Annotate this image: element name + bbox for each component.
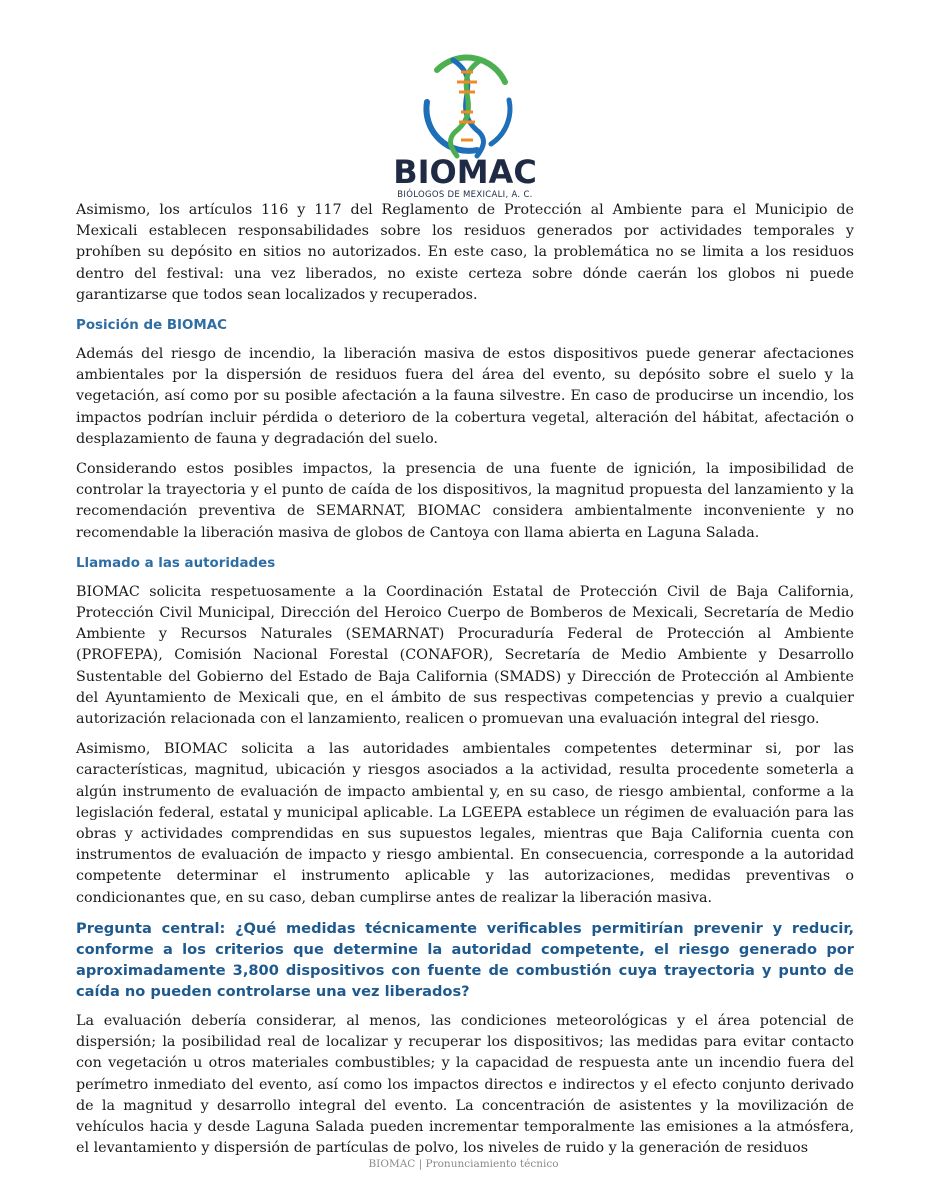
logo-subtitle: BIÓLOGOS DE MEXICALI, A. C.	[397, 190, 533, 200]
paragraph-solicitud-autoridades: BIOMAC solicita respetuosamente a la Coordinación Estatal de Protección Civil de Baja California, Protección Civil Municipal, Dirección del Heroico Cuerpo de Bomberos de Mexicali, Secretaría de Medio Ambiente y Recursos Naturales (SEMARNAT) Procuraduría Federal de Protección al Ambiente (PROFEPA), Comisión Nacional Forestal (CONAFOR), Secretaría de Medio Ambiente y Desarrollo Sustentable del Gobierno del Estado de Baja California (SMADS) y Dirección de Protección al Ambiente del Ayuntamiento de Mexicali que, en el ámbito de sus respectivas competencias y previo a cualquier autorización relacionada con el lanzamiento, realicen o promuevan una evaluación integral del riesgo.	[76, 583, 854, 728]
central-question: Pregunta central: ¿Qué medidas técnicamente verificables permitirían prevenir y reducir, conforme a los criterios que determine la autoridad competente, el riesgo generado por aproximadamente 3,800 dispositivos con fuente de combustión cuya trayectoria y punto de caída no pueden controlarse una vez liberados?	[76, 919, 854, 1000]
heading-llamado: Llamado a las autoridades	[76, 555, 276, 571]
paragraph-reglamento: Asimismo, los artículos 116 y 117 del Reglamento de Protección al Ambiente para el Municipio de Mexicali establecen responsabilidades sobre los residuos generados por actividades temporales y prohíben su depósito en sitios no autorizados. En este caso, la problemática no se limita a los residuos dentro del festival: una vez liberados, no existe certeza sobre dónde caerán los globos ni puede garantizarse que todos sean localizados y recuperados.	[76, 202, 854, 303]
paragraph-evaluacion-impacto: Asimismo, BIOMAC solicita a las autoridades ambientales competentes determinar si, por las características, magnitud, ubicación y riesgos asociados a la actividad, resulta procedente someterla a algún instrumento de evaluación de impacto ambiental y, en su caso, de riesgo ambiental, conforme a la legislación federal, estatal y municipal aplicable. La LGEEPA establece un régimen de evaluación para las obras y actividades comprendidas en sus supuestos legales, mientras que Baja California cuenta con instrumentos de evaluación de impacto y riesgo ambiental. En consecuencia, corresponde a la autoridad competente determinar el instrumento aplicable y las autorizaciones, medidas preventivas o condicionantes que, en su caso, deban cumplirse antes de realizar la liberación masiva.	[76, 741, 854, 906]
dna-helix-logo-icon	[417, 52, 517, 160]
biomac-logo	[385, 52, 545, 200]
logo-wordmark: BIOMAC	[393, 153, 537, 191]
heading-posicion: Posición de BIOMAC	[76, 318, 227, 334]
paragraph-riesgo-incendio: Además del riesgo de incendio, la liberación masiva de estos dispositivos puede generar afectaciones ambientales por la dispersión de residuos fuera del área del evento, su depósito sobre el suelo y la vegetación, así como por su posible afectación a la fauna silvestre. En caso de producirse un incendio, los impactos podrían incluir pérdida o deterioro de la cobertura vegetal, alteración del hábitat, afectación o desplazamiento de fauna y degradación del suelo.	[76, 346, 854, 447]
page-footer: BIOMAC | Pronunciamiento técnico	[368, 1158, 559, 1170]
paragraph-evaluacion-considerar: La evaluación debería considerar, al menos, las condiciones meteorológicas y el área potencial de dispersión; la posibilidad real de localizar y recuperar los dispositivos; las medidas para evitar contacto con vegetación u otros materiales combustibles; y la capacidad de respuesta ante un incendio fuera del perímetro inmediato del evento, así como los impactos directos e indirectos y el efecto conjunto derivado de la magnitud y desarrollo integral del evento. La concentración de asistentes y la movilización de vehículos hacia y desde Laguna Salada pueden incrementar temporalmente las emisiones a la atmósfera, el levantamiento y dispersión de partículas de polvo, los niveles de ruido y la generación de residuos	[76, 1012, 854, 1157]
document-body	[76, 200, 854, 1168]
paragraph-considerando: Considerando estos posibles impactos, la presencia de una fuente de ignición, la imposibilidad de controlar la trayectoria y el punto de caída de los dispositivos, la magnitud propuesta del lanzamiento y la recomendación preventiva de SEMARNAT, BIOMAC considera ambientalmente inconveniente y no recomendable la liberación masiva de globos de Cantoya con llama abierta en Laguna Salada.	[76, 461, 854, 541]
